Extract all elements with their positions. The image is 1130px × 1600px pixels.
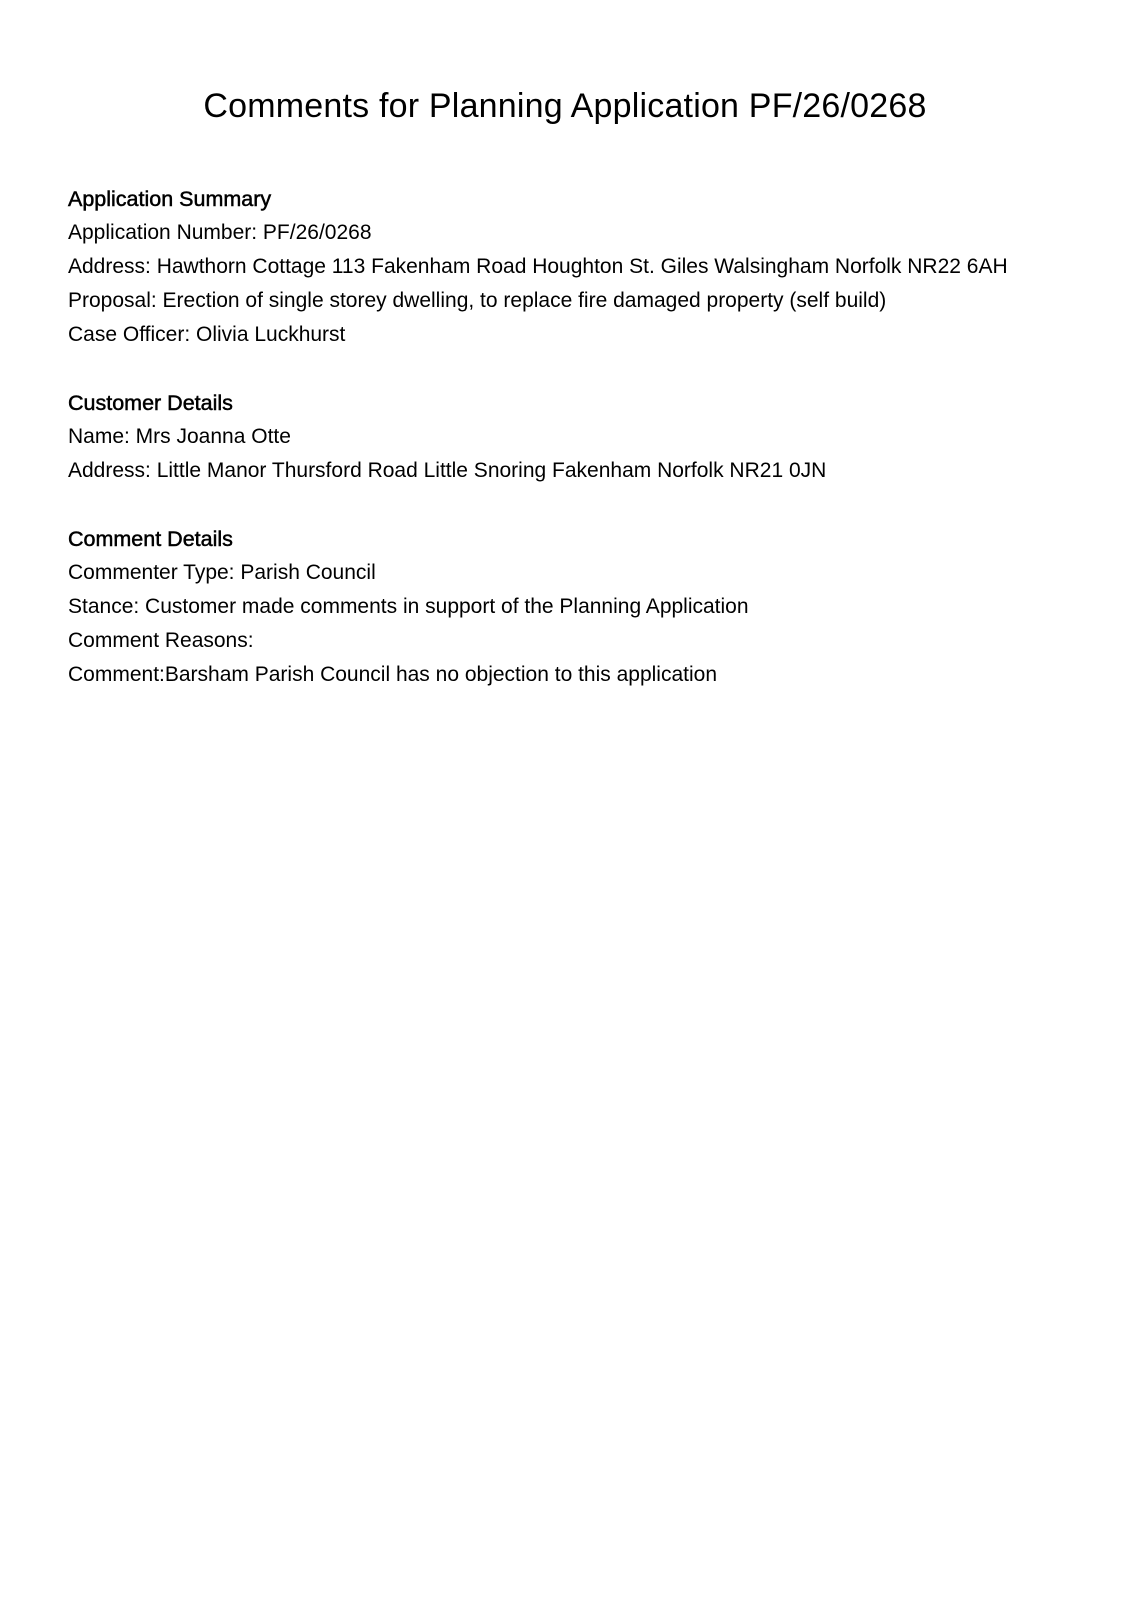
comment-details-heading: Comment Details <box>68 527 233 551</box>
application-summary-heading: Application Summary <box>68 187 272 211</box>
comment-details-section <box>68 522 1058 692</box>
customer-address: Address: Little Manor Thursford Road Little Snoring Fakenham Norfolk NR21 0JN <box>68 459 827 482</box>
customer-name: Name: Mrs Joanna Otte <box>68 425 291 448</box>
customer-details-section <box>68 386 1058 488</box>
document-content <box>68 182 1058 726</box>
comment-reasons: Comment Reasons: <box>68 629 254 652</box>
case-officer: Case Officer: Olivia Luckhurst <box>68 323 346 346</box>
stance: Stance: Customer made comments in support of the Planning Application <box>68 595 749 618</box>
application-address: Address: Hawthorn Cottage 113 Fakenham Road Houghton St. Giles Walsingham Norfolk NR22 6AH <box>68 255 1008 278</box>
application-summary-section <box>68 182 1058 352</box>
application-number: Application Number: PF/26/0268 <box>68 221 372 244</box>
commenter-type: Commenter Type: Parish Council <box>68 561 376 584</box>
comment-text: Comment:Barsham Parish Council has no objection to this application <box>68 663 718 686</box>
customer-details-heading: Customer Details <box>68 391 233 415</box>
application-proposal: Proposal: Erection of single storey dwelling, to replace fire damaged property (self build) <box>68 289 887 312</box>
page-title: Comments for Planning Application PF/26/0268 <box>203 87 927 125</box>
